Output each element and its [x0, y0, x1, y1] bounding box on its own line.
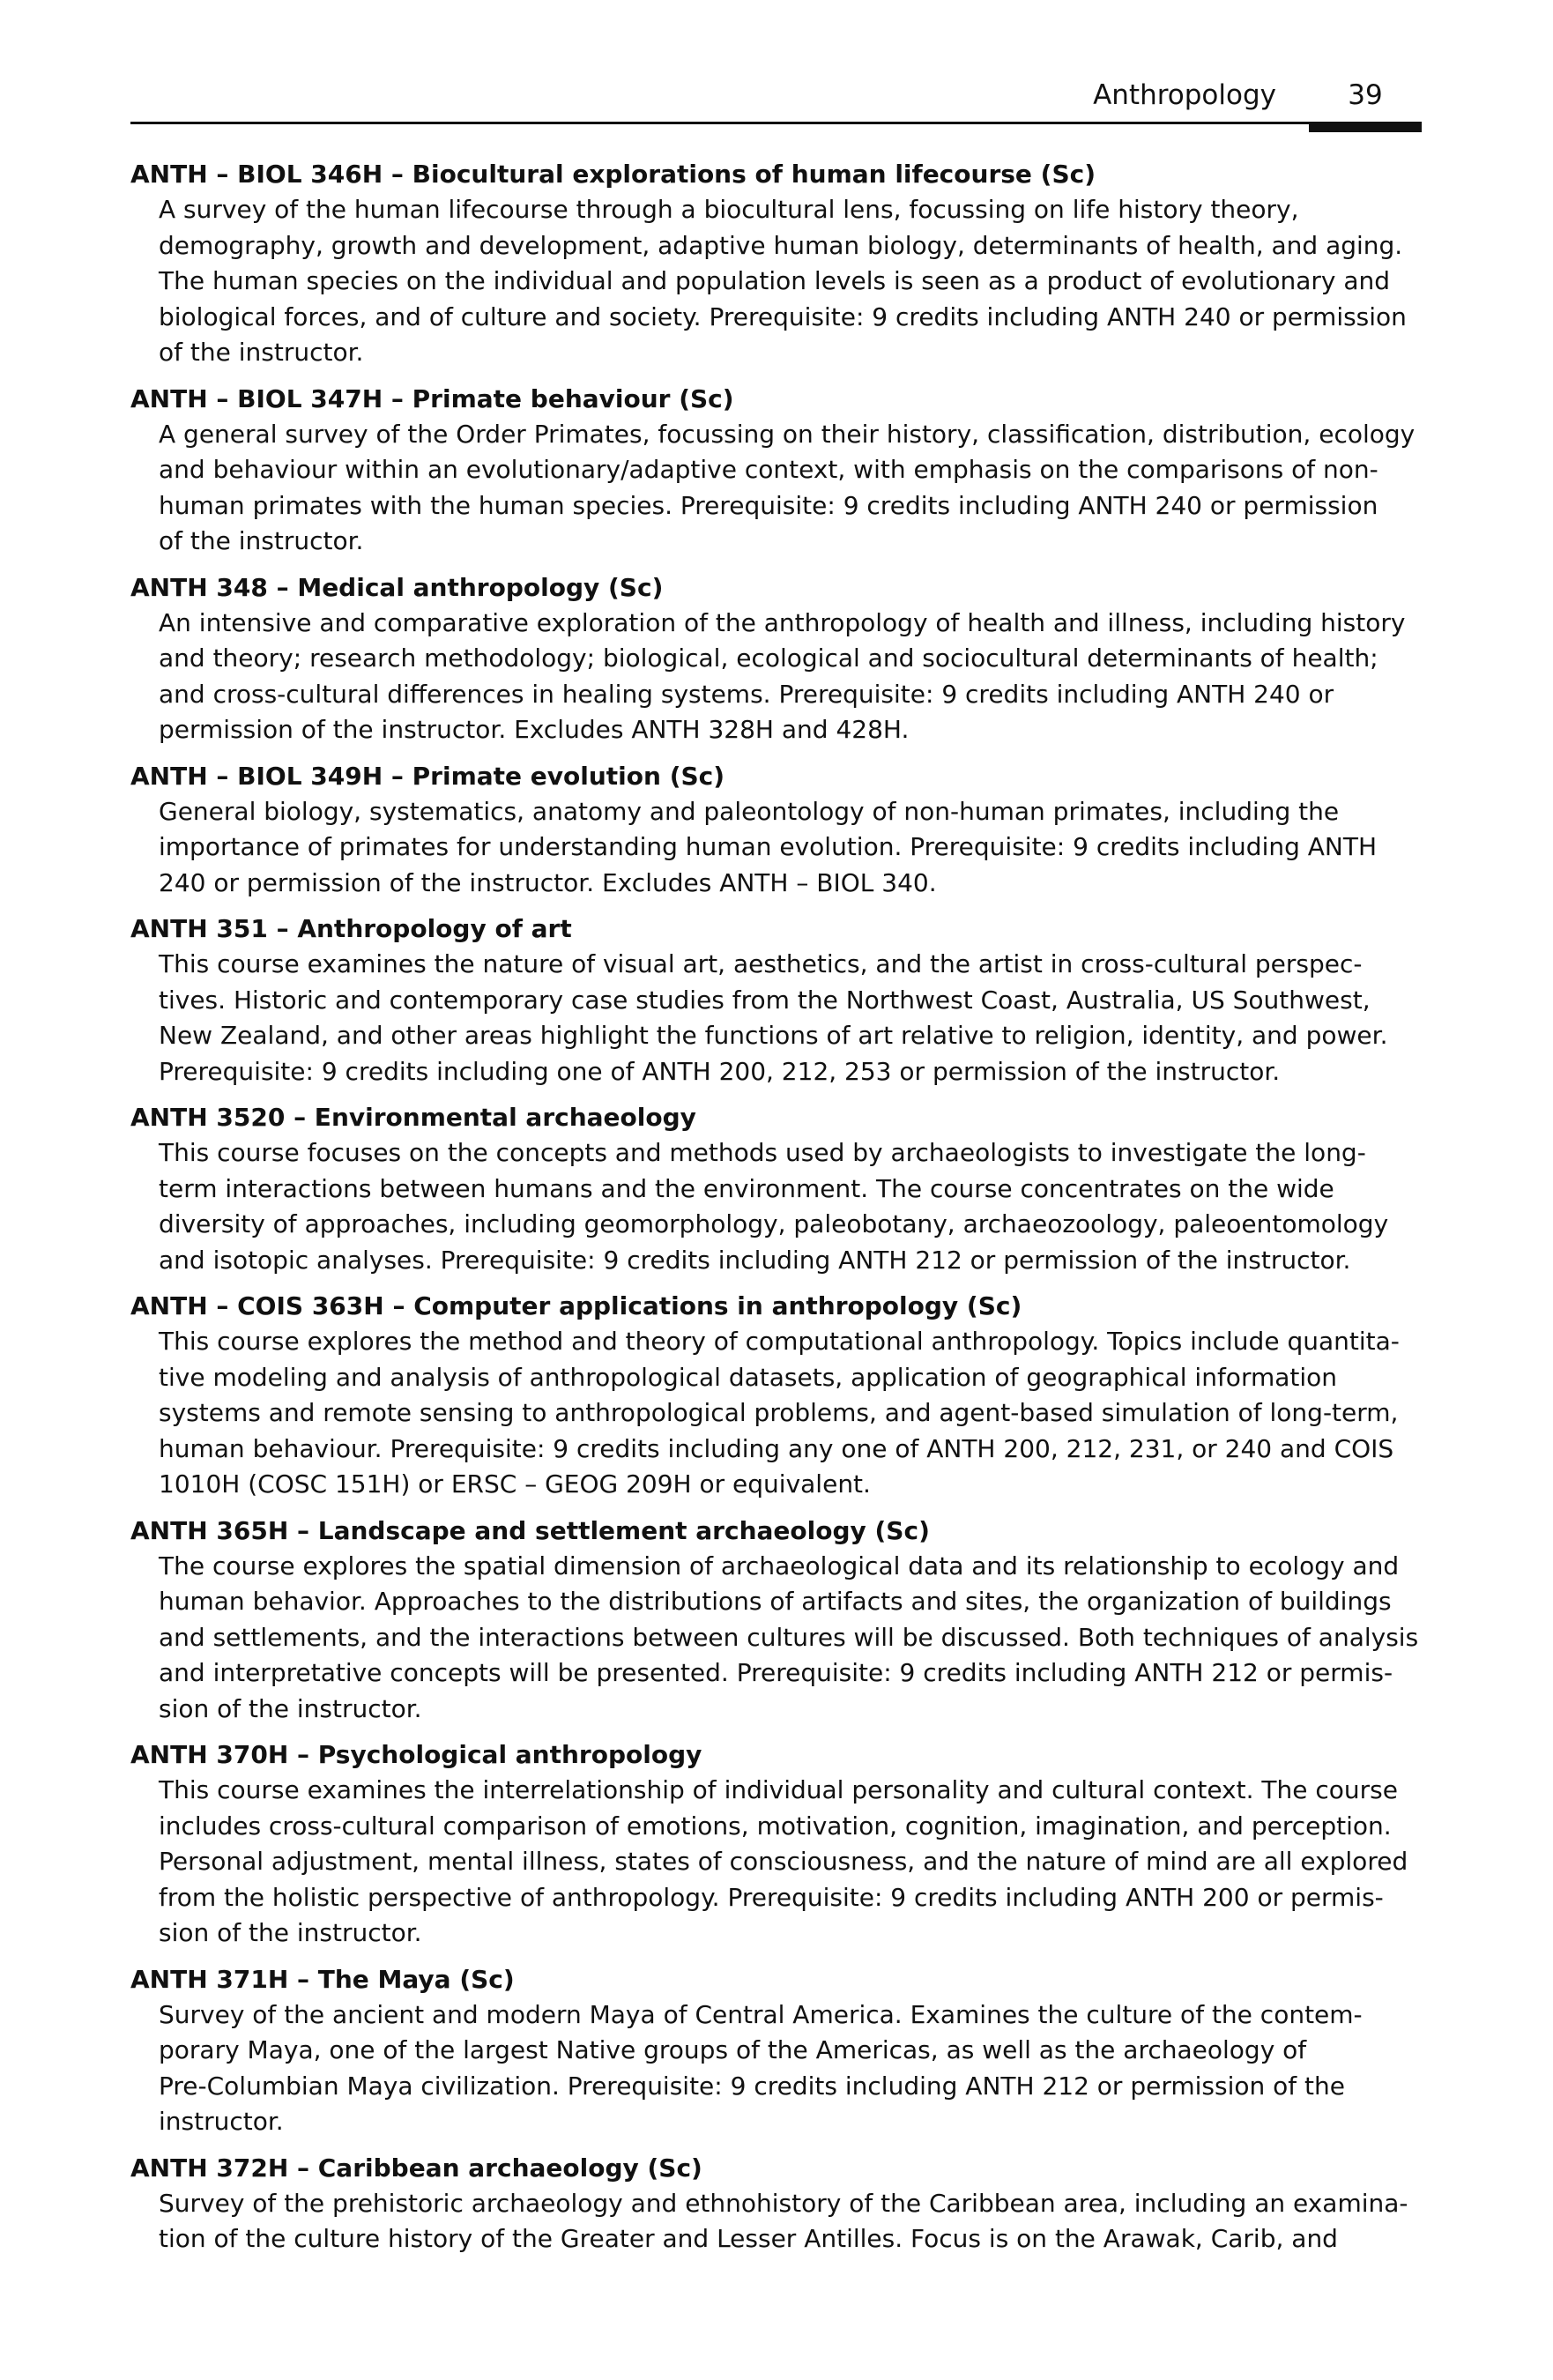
description-line: Survey of the ancient and modern Maya of Central America. Examines the culture of the contem- — [159, 1999, 1363, 2029]
course-title: ANTH 351 – Anthropology of art — [130, 914, 572, 943]
description-line: The course explores the spatial dimension of archaeological data and its relationship to ecology and — [159, 1551, 1400, 1580]
course-description — [130, 417, 1426, 560]
course-entry — [130, 759, 1426, 902]
description-line: Personal adjustment, mental illness, states of consciousness, and the nature of mind are all explored — [159, 1847, 1408, 1876]
course-description — [130, 192, 1426, 371]
course-title: ANTH 365H – Landscape and settlement archaeology (Sc) — [130, 1515, 930, 1545]
description-line: and settlements, and the interactions between cultures will be discussed. Both techniques of analysis — [159, 1622, 1419, 1652]
description-line: sion of the instructor. — [159, 1918, 422, 1947]
description-line: of the instructor. — [159, 526, 364, 555]
description-line: includes cross-cultural comparison of emotions, motivation, cognition, imagination, and perception. — [159, 1811, 1392, 1841]
course-title: ANTH – BIOL 347H – Primate behaviour (Sc) — [130, 383, 734, 413]
course-description — [130, 1549, 1426, 1728]
running-head-section: Anthropology — [1093, 79, 1276, 111]
course-description — [130, 947, 1426, 1090]
course-description — [130, 2186, 1426, 2257]
course-description — [130, 1135, 1426, 1278]
description-line: systems and remote sensing to anthropological problems, and agent-based simulation of long-term, — [159, 1398, 1399, 1427]
header-tab-bar — [1309, 122, 1422, 132]
course-title: ANTH 372H – Caribbean archaeology (Sc) — [130, 2153, 702, 2183]
description-line: The human species on the individual and population levels is seen as a product of evolutionary and — [159, 266, 1391, 295]
description-line: This course examines the nature of visual art, aesthetics, and the artist in cross-cultural perspec- — [159, 949, 1363, 978]
description-line: permission of the instructor. Excludes ANTH 328H and 428H. — [159, 715, 910, 744]
description-line: instructor. — [159, 2107, 284, 2136]
course-entry — [130, 1100, 1426, 1278]
description-line: This course explores the method and theory of computational anthropology. Topics include quantita- — [159, 1327, 1400, 1356]
description-line: and cross-cultural differences in healing systems. Prerequisite: 9 credits including ANTH 240 or — [159, 679, 1334, 709]
description-line: New Zealand, and other areas highlight the functions of art relative to religion, identity, and power. — [159, 1021, 1388, 1050]
course-title: ANTH – COIS 363H – Computer applications in anthropology (Sc) — [130, 1291, 1022, 1320]
description-line: and interpretative concepts will be presented. Prerequisite: 9 credits including ANTH 212 or permis- — [159, 1658, 1393, 1687]
header-rule — [130, 122, 1422, 124]
course-list — [130, 157, 1426, 2361]
description-line: sion of the instructor. — [159, 1693, 422, 1723]
description-line: human behavior. Approaches to the distributions of artifacts and sites, the organization of buildings — [159, 1587, 1392, 1616]
description-line: General biology, systematics, anatomy and paleontology of non-human primates, including the — [159, 796, 1340, 826]
course-title: ANTH 371H – The Maya (Sc) — [130, 1964, 515, 1994]
description-line: 1010H (COSC 151H) or ERSC – GEOG 209H or equivalent. — [159, 1469, 871, 1499]
description-line: An intensive and comparative exploration of the anthropology of health and illness, including history — [159, 607, 1406, 637]
course-entry — [130, 157, 1426, 371]
description-line: importance of primates for understanding human evolution. Prerequisite: 9 credits including ANTH — [159, 832, 1378, 861]
course-title: ANTH 3520 – Environmental archaeology — [130, 1103, 696, 1132]
course-title: ANTH 370H – Psychological anthropology — [130, 1740, 702, 1769]
course-title: ANTH – BIOL 346H – Biocultural explorations of human lifecourse (Sc) — [130, 160, 1096, 189]
description-line: A general survey of the Order Primates, focussing on their history, classification, distribution, ecology — [159, 419, 1416, 449]
course-entry — [130, 2151, 1426, 2257]
description-line: 240 or permission of the instructor. Excludes ANTH – BIOL 340. — [159, 867, 937, 897]
description-line: term interactions between humans and the environment. The course concentrates on the wide — [159, 1173, 1334, 1203]
description-line: biological forces, and of culture and society. Prerequisite: 9 credits including ANTH 240 or permission — [159, 301, 1407, 331]
description-line: This course examines the interrelationship of individual personality and cultural context. The course — [159, 1775, 1398, 1804]
description-line: from the holistic perspective of anthropology. Prerequisite: 9 credits including ANTH 200 or permis- — [159, 1882, 1384, 1912]
course-entry — [130, 911, 1426, 1090]
course-entry — [130, 1962, 1426, 2140]
course-title: ANTH 348 – Medical anthropology (Sc) — [130, 572, 664, 602]
description-line: Prerequisite: 9 credits including one of ANTH 200, 212, 253 or permission of the instructor. — [159, 1056, 1281, 1086]
course-description — [130, 1324, 1426, 1503]
page-header — [130, 72, 1422, 136]
description-line: and theory; research methodology; biological, ecological and sociocultural determinants of health; — [159, 643, 1378, 673]
course-entry — [130, 382, 1426, 560]
description-line: demography, growth and development, adaptive human biology, determinants of health, and aging. — [159, 230, 1403, 260]
description-line: and behaviour within an evolutionary/adaptive context, with emphasis on the comparisons of non- — [159, 455, 1378, 484]
course-entry — [130, 1514, 1426, 1728]
course-description — [130, 606, 1426, 748]
page-number: 39 — [1348, 79, 1383, 111]
course-description — [130, 794, 1426, 902]
description-line: of the instructor. — [159, 338, 364, 367]
description-line: tive modeling and analysis of anthropological datasets, application of geographical information — [159, 1362, 1338, 1392]
description-line: tion of the culture history of the Greater and Lesser Antilles. Focus is on the Arawak, Carib, and — [159, 2224, 1338, 2253]
description-line: This course focuses on the concepts and methods used by archaeologists to investigate the long- — [159, 1138, 1366, 1167]
description-line: Pre-Columbian Maya civilization. Prerequisite: 9 credits including ANTH 212 or permission of the — [159, 2071, 1345, 2101]
description-line: diversity of approaches, including geomorphology, paleobotany, archaeozoology, paleoentomology — [159, 1209, 1389, 1238]
description-line: Survey of the prehistoric archaeology and ethnohistory of the Caribbean area, including an examina- — [159, 2188, 1408, 2218]
description-line: porary Maya, one of the largest Native groups of the Americas, as well as the archaeology of — [159, 2035, 1307, 2064]
course-entry — [130, 1289, 1426, 1503]
course-entry — [130, 570, 1426, 748]
description-line: human primates with the human species. Prerequisite: 9 credits including ANTH 240 or permission — [159, 490, 1378, 520]
description-line: A survey of the human lifecourse through a biocultural lens, focussing on life history theory, — [159, 195, 1299, 224]
description-line: human behaviour. Prerequisite: 9 credits including any one of ANTH 200, 212, 231, or 240 and COIS — [159, 1433, 1394, 1463]
course-description — [130, 1997, 1426, 2140]
description-line: and isotopic analyses. Prerequisite: 9 credits including ANTH 212 or permission of the instructor. — [159, 1245, 1351, 1275]
description-line: tives. Historic and contemporary case studies from the Northwest Coast, Australia, US Southwest, — [159, 985, 1371, 1015]
course-title: ANTH – BIOL 349H – Primate evolution (Sc) — [130, 761, 725, 791]
course-entry — [130, 1737, 1426, 1952]
course-description — [130, 1773, 1426, 1952]
